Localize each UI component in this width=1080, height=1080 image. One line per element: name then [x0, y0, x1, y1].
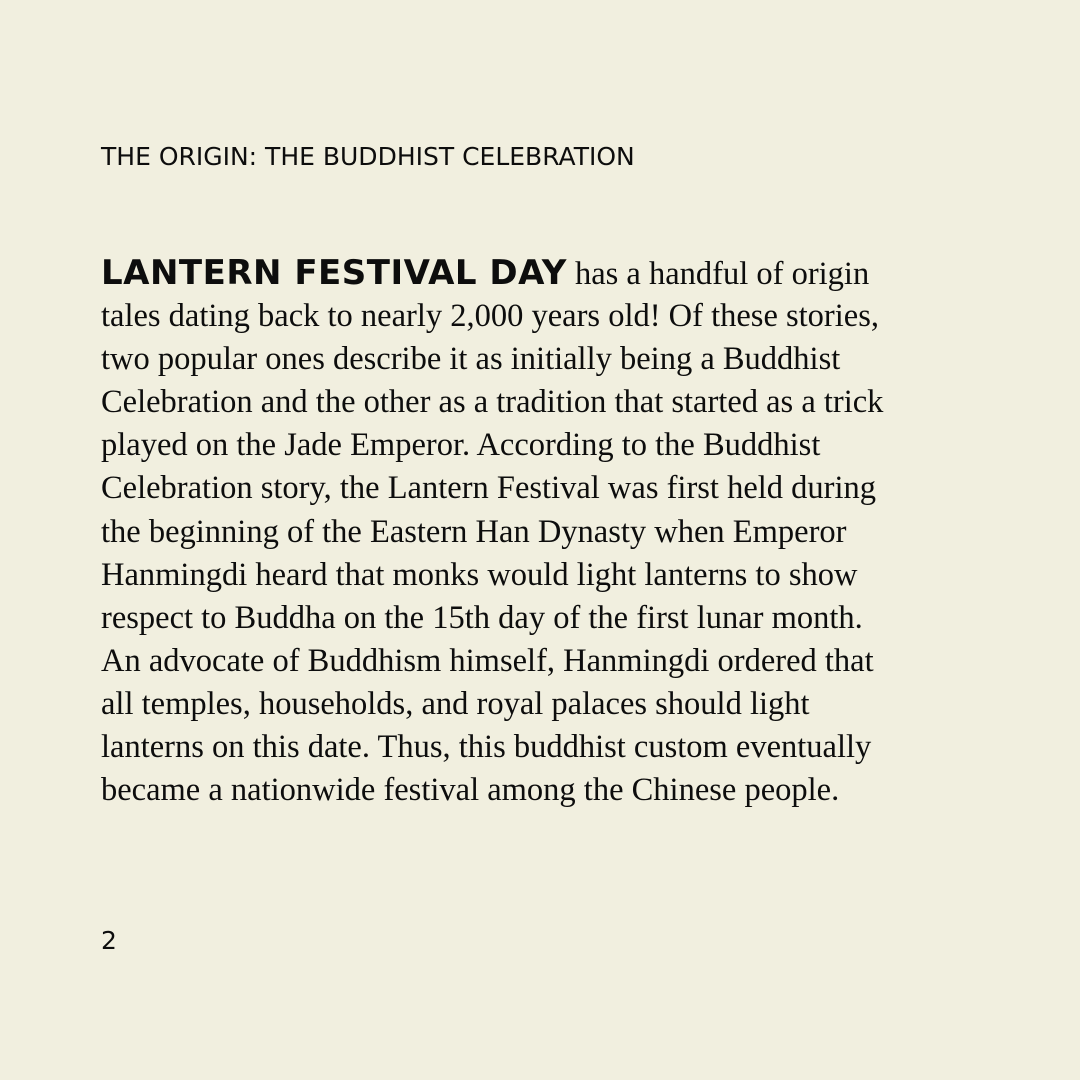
paragraph-line: respect to Buddha on the 15th day of the first lunar month.	[101, 599, 863, 636]
paragraph-line: An advocate of Buddhism himself, Hanmingdi ordered that	[101, 642, 874, 679]
paragraph-line: played on the Jade Emperor. According to the Buddhist	[101, 427, 821, 464]
paragraph-line: lanterns on this date. Thus, this buddhist custom eventually	[101, 729, 872, 766]
paragraph-line: two popular ones describe it as initially being a Buddhist	[101, 341, 841, 378]
paragraph-line: Hanmingdi heard that monks would light lanterns to show	[101, 556, 858, 593]
paragraph-line: all temples, households, and royal palaces should light	[101, 685, 810, 722]
page-number: 2	[101, 926, 117, 955]
paragraph-line: Celebration story, the Lantern Festival was first held during	[101, 470, 877, 507]
paragraph-line: Celebration and the other as a tradition that started as a trick	[101, 384, 884, 421]
paragraph-line: became a nationwide festival among the Chinese people.	[101, 772, 840, 809]
paragraph-line-text: has a handful of origin	[566, 256, 870, 292]
section-heading: THE ORIGIN: THE BUDDHIST CELEBRATION	[101, 142, 635, 171]
body-paragraph	[101, 252, 951, 812]
paragraph-line	[101, 252, 951, 295]
lead-title: LANTERN FESTIVAL DAY	[101, 253, 567, 293]
paragraph-line: tales dating back to nearly 2,000 years old! Of these stories,	[101, 298, 879, 335]
paragraph-line: the beginning of the Eastern Han Dynasty when Emperor	[101, 513, 847, 550]
